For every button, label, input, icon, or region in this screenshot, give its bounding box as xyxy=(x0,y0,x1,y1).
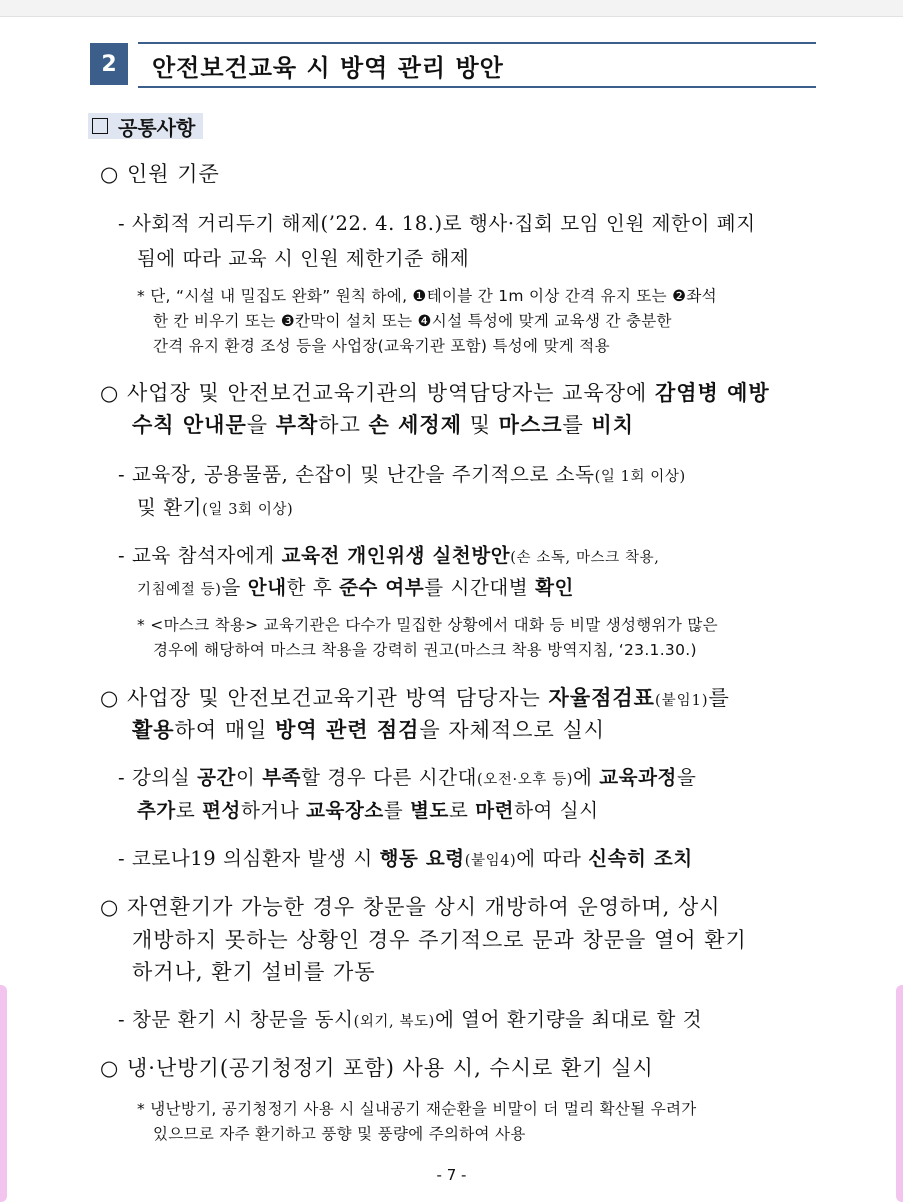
section-number: 2 xyxy=(90,43,128,85)
note-line: * 단, “시설 내 밀집도 완화” 원칙 하에, ❶테이블 간 1m 이상 간격 유지 또는 ❷좌석 xyxy=(137,287,717,305)
paragraph-line: 수칙 안내문을 부착하고 손 세정제 및 마스크를 비치 xyxy=(132,413,635,437)
criteria-heading: ○ 인원 기준 xyxy=(100,162,220,186)
note-line: 경우에 해당하여 마스크 착용을 강력히 권고(마스크 착용 방역지침, ‘23.1.30.) xyxy=(153,641,697,659)
paragraph-line: 하거나, 환기 설비를 가동 xyxy=(132,960,376,984)
note-line: 있으므로 자주 환기하고 풍향 및 풍량에 주의하여 사용 xyxy=(153,1125,526,1143)
dash-line: 기침예절 등)을 안내한 후 준수 여부를 시간대별 확인 xyxy=(137,576,574,599)
dash-line: 추가로 편성하거나 교육장소를 별도로 마련하여 실시 xyxy=(137,799,599,822)
page-number: - 7 - xyxy=(436,1166,467,1184)
section-header xyxy=(90,42,816,86)
dash-line: - 사회적 거리두기 해제(’22. 4. 18.)로 행사·집회 모임 인원 제한이 폐지 xyxy=(118,212,756,235)
paragraph-line: 활용하여 매일 방역 관련 점검을 자체적으로 실시 xyxy=(132,718,606,742)
note-line: * 냉난방기, 공기청정기 사용 시 실내공기 재순환을 비말이 더 멀리 확산될 우려가 xyxy=(137,1100,697,1118)
dash-line: - 코로나19 의심환자 발생 시 행동 요령(붙임4)에 따라 신속히 조치 xyxy=(118,847,693,870)
top-bar xyxy=(0,0,903,17)
note-line: 한 칸 비우기 또는 ❸칸막이 설치 또는 ❹시설 특성에 맞게 교육생 간 충분한 xyxy=(153,312,672,330)
note-line: * <마스크 착용> 교육기관은 다수가 밀집한 상황에서 대화 등 비말 생성행위가 많은 xyxy=(137,616,718,634)
section-title: 안전보건교육 시 방역 관리 방안 xyxy=(138,42,816,88)
note-line: 간격 유지 환경 조성 등을 사업장(교육기관 포함) 특성에 맞게 적용 xyxy=(153,337,610,355)
checkbox-icon xyxy=(92,118,108,134)
paragraph-line: ○ 사업장 및 안전보건교육기관 방역 담당자는 자율점검표(붙임1)를 xyxy=(100,686,730,710)
paragraph-line: 개방하지 못하는 상황인 경우 주기적으로 문과 창문을 열어 환기 xyxy=(132,928,747,952)
dash-line: - 교육 참석자에게 교육전 개인위생 실천방안(손 소독, 마스크 착용, xyxy=(118,544,660,567)
paragraph-line: ○ 자연환기가 가능한 경우 창문을 상시 개방하여 운영하며, 상시 xyxy=(100,895,721,919)
common-heading-label: 공통사항 xyxy=(118,115,196,140)
dash-line: - 교육장, 공용물품, 손잡이 및 난간을 주기적으로 소독(일 1회 이상) xyxy=(118,463,686,486)
paragraph-line: ○ 사업장 및 안전보건교육기관의 방역담당자는 교육장에 감염병 예방 xyxy=(100,381,770,405)
dash-line: - 창문 환기 시 창문을 동시(외기, 복도)에 열어 환기량을 최대로 할 것 xyxy=(118,1008,703,1031)
common-heading xyxy=(88,113,203,139)
paragraph-line: ○ 냉·난방기(공기청정기 포함) 사용 시, 수시로 환기 실시 xyxy=(100,1056,654,1080)
dash-line: - 강의실 공간이 부족할 경우 다른 시간대(오전·오후 등)에 교육과정을 xyxy=(118,766,697,789)
dash-line: 및 환기(일 3회 이상) xyxy=(137,496,294,519)
dash-line: 됨에 따라 교육 시 인원 제한기준 해제 xyxy=(137,247,470,270)
